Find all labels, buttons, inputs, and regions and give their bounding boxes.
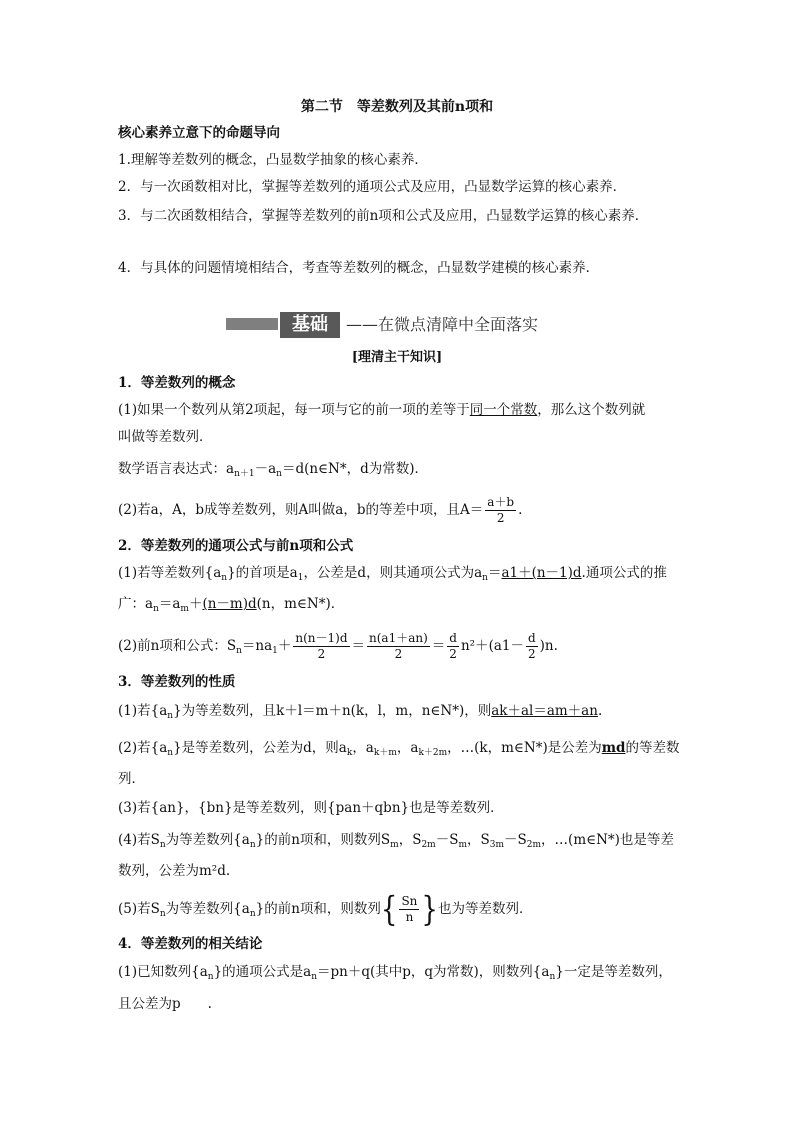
s1-expression: 数学语言表达式：$a_{n+1}-a_n=d(n\in N*$，d为常数)． [118, 461, 429, 479]
s3-property-5: (5)若$S_n$为等差数列$\{a_n\}$的前n项和，则数列{ $\frac{Sn}{n}$ }也为等差数列． [118, 890, 533, 929]
s1-blank: 同一个常数 [469, 402, 538, 418]
intro-heading: 核心素养立意下的命题导向 [118, 125, 280, 141]
s2-blank-2: (n－m)d [202, 596, 257, 612]
s2-general-term: (1)若等差数列$\{a_n\}$的首项是$a_1$，公差是d，则其通项公式为$a_n=a1+(n-1)d$.通项公式的推 [118, 565, 667, 583]
s3-property-2: (2)若$\{a_n\}$是等差数列，公差为d，则$a_k$，$a_{k+m}$，$a_{k+2m}$，…(k，m∈N*)是公差为md的等差数 [118, 740, 680, 758]
fraction: $\frac{d}{2}$ [449, 631, 457, 661]
s3-blank-2: md [601, 740, 626, 756]
s4-heading: 4．等差数列的相关结论 [118, 936, 263, 952]
intro-item-2: 2．与一次函数相对比，掌握等差数列的通项公式及应用，凸显数学运算的核心素养． [118, 179, 627, 195]
s3-property-2-cont: 列． [118, 771, 145, 787]
s1-definition: (1)如果一个数列从第2项起，每一项与它的前一项的差等于同一个常数，那么这个数列就 [118, 402, 646, 418]
right-brace-icon: } [421, 890, 438, 929]
s3-property-1: (1)若$\{a_n\}$为等差数列，且k＋l＝m＋n(k，l，m，n∈N*)，则ak＋al＝am＋an. [118, 703, 603, 721]
intro-item-4: 4．与具体的问题情境相结合，考查等差数列的概念，凸显数学建模的核心素养． [118, 260, 600, 276]
s2-general-extension: 广：$a_n=a_m+(n-m)d(n$，m∈N*)． [118, 596, 345, 614]
page-title: 第二节 等差数列及其前n项和 [300, 99, 494, 115]
s3-blank-1: ak＋al＝am＋an [491, 703, 598, 719]
s1-middle-term: (2)若a，A，b成等差数列，则A叫做a，b的等差中项，且A＝ $\frac{a+b}{2}$ . [118, 495, 523, 525]
fraction: $\frac{n(a1+an)}{2}$ [369, 631, 428, 661]
s2-blank-1: a1＋(n－1)d [501, 565, 582, 581]
s3-property-4-cont: 数列，公差为m²d. [118, 863, 231, 879]
fraction: $\frac{n(n-1)d}{2}$ [295, 631, 348, 661]
s3-property-4: (4)若$S_n$为等差数列$\{a_n\}$的前n项和，则数列$S_m$，$S_{2m}-S_m$，$S_{3m}-S_{2m}$，…(m∈N*)也是等差 [118, 832, 674, 850]
s4-conclusion-1-cont: 且公差为p . [118, 996, 212, 1012]
section-banner [226, 312, 586, 338]
s3-heading: 3．等差数列的性质 [118, 674, 236, 690]
fraction: $\frac{Sn}{n}$ [401, 894, 418, 924]
s4-conclusion-1: (1)已知数列$\{a_n\}$的通项公式是$a_n=pn+q$(其中p，q为常数)，则数列$\{a_n\}$一定是等差数列， [118, 964, 672, 982]
s2-heading: 2．等差数列的通项公式与前n项和公式 [118, 538, 354, 554]
banner-subtitle: ——在微点清障中全面落实 [346, 315, 539, 334]
banner-main: 基础 [280, 312, 340, 338]
s1-heading: 1．等差数列的概念 [118, 375, 236, 391]
fraction: $\frac{d}{2}$ [527, 631, 536, 661]
left-brace-icon: { [380, 890, 398, 929]
intro-item-1: 1.理解等差数列的概念，凸显数学抽象的核心素养． [118, 152, 428, 168]
s1-definition-cont: 叫做等差数列． [118, 429, 213, 445]
s3-property-3: (3)若{an}，{bn}是等差数列，则{pan＋qbn}也是等差数列． [118, 800, 504, 816]
section-label: [理清主干知识] [351, 350, 443, 365]
banner-bar [226, 318, 278, 330]
intro-item-3: 3．与二次函数相结合，掌握等差数列的前n项和公式及应用，凸显数学运算的核心素养． [118, 208, 649, 224]
s2-sum-formula: (2)前n项和公式：$S_n=na_1+$ $\frac{n(n-1)d}{2}$ ＝ $\frac{n(a1+an)}{2}$ ＝ $\frac{d}{2}$ n²＋(a1－ $\frac{d}{2}$ )n. [118, 631, 558, 661]
fraction: $\frac{a+b}{2}$ [487, 495, 515, 525]
